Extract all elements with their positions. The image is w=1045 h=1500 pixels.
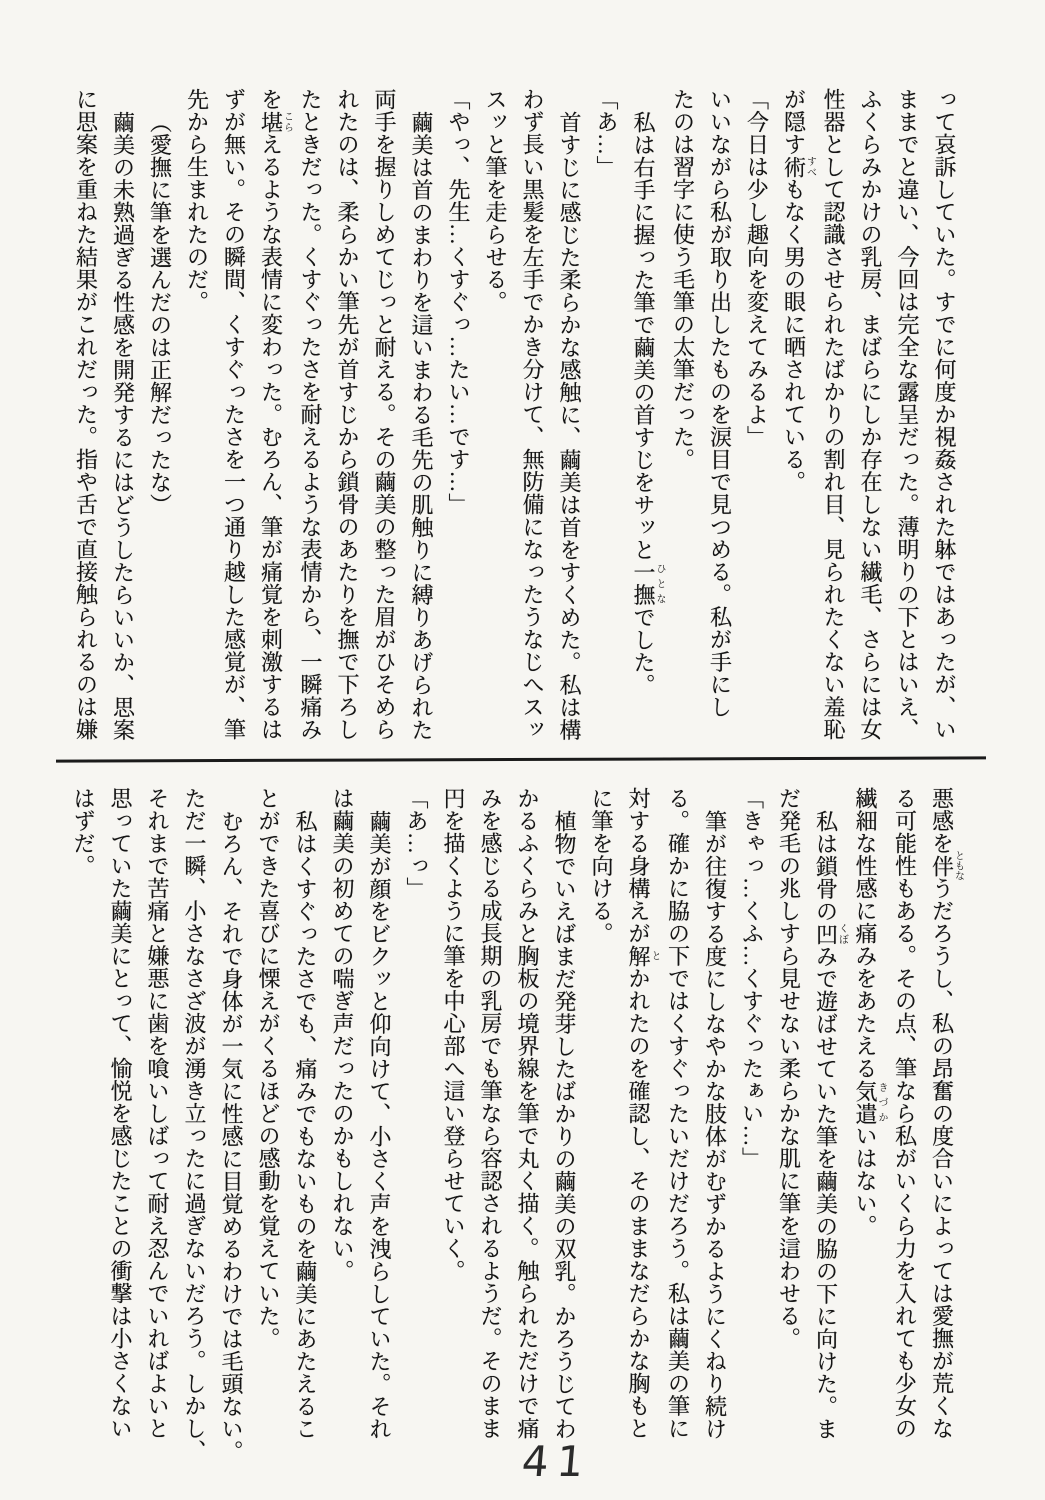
text-column: ままでと違い、今回は完全な露呈だった。薄明りの下とはいえ、 xyxy=(895,88,920,741)
text-column: 「あ…」 xyxy=(594,88,619,178)
text-column: 「今日は少し趣向を変えてみるよ」 xyxy=(744,88,770,448)
text-column: かるふくらみと胸板の境界線を筆で丸く描く。触られただけで痛 xyxy=(515,787,540,1440)
text-column: だ発毛の兆しすら見せない柔らかな肌に筆を這わせる。 xyxy=(776,787,802,1350)
text-column: いいながら私が取り出したものを涙目で見つめる。私が手にし xyxy=(707,88,733,718)
text-column: 「やっ、先生…くすぐっ…たい…です…」 xyxy=(446,88,471,516)
text-column: とができた喜びに慄えがくるほどの感動を覚えていた。 xyxy=(256,787,281,1350)
text-column: に思案を重ねた結果がこれだった。指や舌で直接触られるのは嫌 xyxy=(73,88,99,741)
text-column: 私は右手に握った筆で繭美の首すじをサッと一撫ひとなでした。 xyxy=(631,111,665,696)
text-column: 繭美が顔をビクッと仰向けて、小さく声を洩らしていた。それ xyxy=(367,810,392,1440)
ruby-annotated-word: 凹くぼ xyxy=(813,922,848,945)
text-column: 両手を握りしめてじっと耐える。その繭美の整った眉がひそめら xyxy=(372,88,397,741)
ruby-annotated-word: 気遣きづか xyxy=(853,1079,887,1125)
text-column: スッと筆を走らせる。 xyxy=(483,88,508,313)
text-column: る。確かに脇の下ではくすぐったいだけだろう。私は繭美の筆に xyxy=(665,787,691,1440)
ruby-annotated-word: 解と xyxy=(626,944,660,967)
text-column: に筆を向ける。 xyxy=(589,787,614,945)
text-column: 「あ…っ」 xyxy=(404,787,429,900)
bottom-text-block xyxy=(71,787,963,1463)
text-column: 対する身構えが解とかれたのを確認し、そのままなだらかな胸もと xyxy=(626,787,660,1440)
text-column: 思っていた繭美にとって、愉悦を感じたことの衝撃は小さくない xyxy=(108,787,133,1440)
ruby-annotated-word: 術すべ xyxy=(781,155,816,178)
text-column: 私はくすぐったさでも、痛みでもないものを繭美にあたえるこ xyxy=(293,810,318,1440)
text-column: みを感じる成長期の乳房でも筆なら容認されるようだ。そのまま xyxy=(478,787,503,1440)
text-column: が隠す術すべもなく男の眼に晒されている。 xyxy=(781,88,816,493)
text-column: 繭美は首のまわりを這いまわる毛先の肌触りに縛りあげられた xyxy=(409,111,434,741)
text-column: ふくらみかけの乳房、まばらにしか存在しない繊毛、さらには女 xyxy=(858,88,883,741)
text-column: はずだ。 xyxy=(71,787,96,877)
ruby-annotated-word: 伴ともな xyxy=(929,850,964,881)
text-column: れたのは、柔らかい筆先が首すじから鎖骨のあたりを撫で下ろし xyxy=(335,88,360,741)
text-column: わず長い黒髪を左手でかき分けて、無防備になったうなじへスッ xyxy=(520,88,545,741)
text-column: る可能性もある。その点、筆なら私がいくら力を入れても少女の xyxy=(892,787,918,1440)
text-column: 円を描くように筆を中心部へ這い登らせていく。 xyxy=(441,787,466,1282)
text-column: 私は鎖骨の凹くぼみで遊ばせていた筆を繭美の脇の下に向けた。ま xyxy=(813,810,848,1440)
page-number: 41 xyxy=(519,1437,594,1486)
text-column: 悪感を伴ともなうだろうし、私の昂奮の度合いによっては愛撫が荒くな xyxy=(929,787,964,1440)
text-column: 性器として認識させられたばかりの割れ目、見られたくない羞恥 xyxy=(821,88,846,741)
text-column: って哀訴していた。すでに何度か視姦された躰ではあったが、い xyxy=(932,88,957,741)
text-column: 繭美の未熟過ぎる性感を開発するにはどうしたらいいか、思案 xyxy=(110,111,136,741)
text-column: 筆が往復する度にしなやかな肢体がむずかるようにくねり続け xyxy=(702,810,728,1440)
text-column: 先から生まれたのだ。 xyxy=(184,88,210,313)
text-column: 繊細な性感に痛みをあたえる気遣きづかいはない。 xyxy=(853,787,887,1237)
text-column: （愛撫に筆を選んだのは正解だったな） xyxy=(147,111,173,516)
text-column: それまで苦痛と嫌悪に歯を喰いしばって耐え忍んでいればよいと xyxy=(145,787,170,1440)
text-column: ずが無い。その瞬間、くすぐったさを一つ通り越した感覚が、筆 xyxy=(221,88,247,741)
text-column: 植物でいえばまだ発芽したばかりの繭美の双乳。かろうじてわ xyxy=(552,810,577,1440)
text-column: を堪こらえるような表情に変わった。むろん、筆が痛覚を刺激するは xyxy=(258,88,293,741)
text-column: 首すじに感じた柔らかな感触に、繭美は首をすくめた。私は構 xyxy=(557,111,582,741)
ruby-annotated-word: 一撫ひとな xyxy=(631,561,665,606)
text-column: ただ一瞬、小さなさざ波が湧き立ったに過ぎないだろう。しかし、 xyxy=(182,787,207,1462)
text-column: 「きゃっ…くふ…くすぐったぁい…」 xyxy=(739,787,765,1170)
text-column: たのは習字に使う毛筆の太筆だった。 xyxy=(670,88,696,471)
text-column: たときだった。くすぐったさを耐えるような表情から、一瞬痛み xyxy=(298,88,323,741)
ruby-annotated-word: 堪こら xyxy=(258,110,293,133)
top-text-block xyxy=(71,88,963,764)
text-column: は繭美の初めての喘ぎ声だったのかもしれない。 xyxy=(330,787,355,1282)
text-column: むろん、それで身体が一気に性感に目覚めるわけでは毛頭ない。 xyxy=(219,810,244,1463)
